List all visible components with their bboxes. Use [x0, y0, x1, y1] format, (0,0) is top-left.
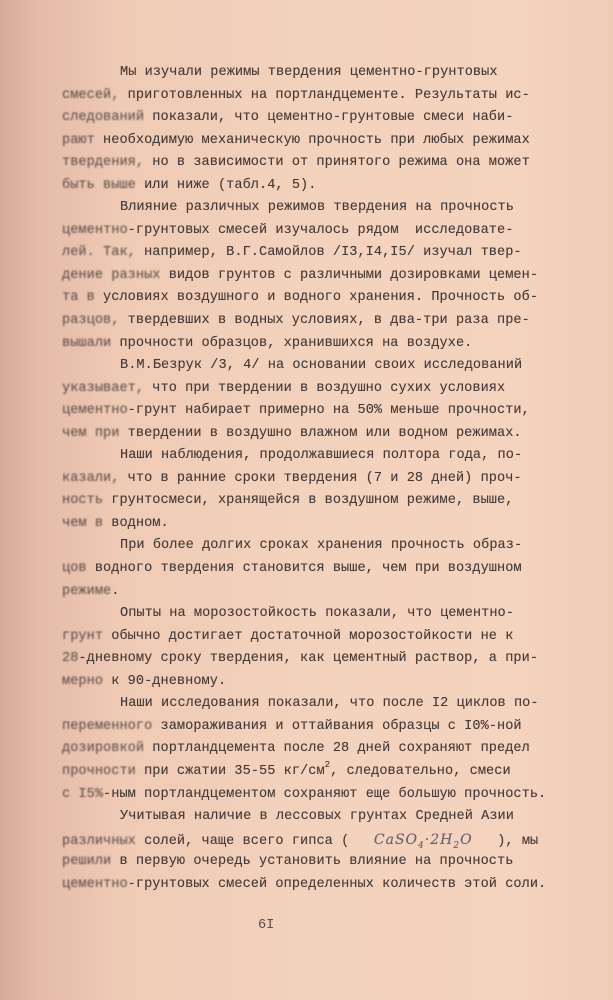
handwritten-formula — [373, 831, 473, 851]
faded-text: с I5% — [62, 786, 104, 802]
line-text: водном. — [103, 515, 169, 531]
line-text: приготовленных на портландцементе. Результаты ис- — [119, 87, 530, 103]
line-text: прочности образцов, хранившихся на воздухе. — [111, 335, 473, 351]
text-line — [62, 513, 552, 536]
formula-part: O — [460, 831, 473, 848]
faded-text: цементно — [62, 876, 128, 892]
faded-text: цементно — [62, 222, 128, 238]
faded-text: цов — [62, 561, 87, 577]
faded-text: быть выше — [62, 177, 136, 193]
text-line — [62, 738, 552, 761]
faded-text: 28 — [62, 651, 79, 667]
line-text: но в зависимости от принятого режима она может — [144, 155, 530, 171]
line-text: грунтосмеси, хранящейся в воздушном режиме, выше, — [103, 493, 514, 509]
faded-text: дозировкой — [62, 741, 145, 757]
text-line — [62, 423, 552, 446]
line-text: что при твердении в воздушно сухих условиях — [144, 380, 506, 396]
faded-text: дение разных — [62, 267, 161, 283]
text-line — [62, 716, 552, 739]
text-line — [62, 400, 552, 423]
line-text: При более долгих сроках хранения прочность образ- — [120, 538, 523, 554]
line-text: твердевших в водных условиях, в два-три раза пре- — [119, 313, 530, 329]
faded-text: решили — [62, 854, 112, 870]
text-line — [62, 648, 552, 671]
line-text: Наши исследования показали, что после I2 циклов по- — [120, 696, 539, 712]
text-line — [62, 761, 552, 784]
text-line — [62, 874, 552, 897]
text-line — [62, 581, 552, 604]
text-line — [62, 62, 552, 85]
superscript: 2 — [324, 760, 331, 771]
text-line — [62, 333, 552, 356]
line-text: Мы изучали режимы твердения цементно-грунтовых — [120, 65, 498, 80]
line-text: замораживания и оттайвания образцы с I0%-ной — [152, 718, 522, 734]
page-number: 6I — [258, 918, 275, 933]
text-line — [62, 310, 552, 333]
formula-part: CaSO — [373, 831, 419, 848]
text-line — [62, 242, 552, 265]
text-line — [62, 535, 552, 558]
text-line — [62, 355, 552, 378]
line-text: ), мы — [472, 833, 539, 849]
text-line — [62, 85, 552, 108]
line-text: -грунт набирает примерно на 50% меньше прочности, — [127, 403, 530, 419]
line-text: твердении в воздушно влажном или водном режимах. — [119, 425, 522, 441]
text-line — [62, 175, 552, 198]
faded-text: казали, — [62, 470, 120, 486]
faded-text: чем в — [62, 515, 104, 531]
text-line — [62, 445, 552, 468]
line-text: условиях воздушного и водного хранения. Прочность об- — [94, 290, 539, 306]
faded-text: та в — [62, 290, 95, 306]
line-text: . — [111, 583, 120, 599]
line-text: обычно достигает достаточной морозостойкости не к — [103, 628, 514, 644]
faded-text: прочности — [62, 763, 136, 779]
line-text: показали, что цементно-грунтовые смеси наби- — [144, 110, 514, 126]
faded-text: лей. Так, — [62, 245, 136, 261]
line-text: Влияние различных режимов твердения на прочность — [120, 200, 514, 216]
text-line — [62, 287, 552, 310]
faded-text: смесей, — [62, 87, 120, 103]
text-line — [62, 107, 552, 130]
text-line — [62, 490, 552, 513]
formula-subscript: 4 — [418, 840, 425, 851]
faded-text: режиме — [62, 583, 112, 599]
text-line — [62, 197, 552, 220]
faded-text: рают — [62, 132, 95, 148]
line-text: что в ранние сроки твердения (7 и 28 дней) проч- — [119, 470, 522, 486]
line-text: , следовательно, смеси — [330, 763, 511, 779]
text-line — [62, 130, 552, 153]
faded-text: следований — [62, 110, 145, 126]
line-text: водного твердения становится выше, чем при воздушном — [86, 561, 522, 577]
line-text: или ниже (табл.4, 5). — [135, 177, 317, 193]
text-line — [62, 378, 552, 401]
text-line — [62, 693, 552, 716]
line-text: видов грунтов с различными дозировками цемен- — [160, 267, 539, 283]
line-text: солей, чаще всего гипса ( — [135, 833, 374, 849]
text-line — [62, 220, 552, 243]
formula-subscript: 2 — [453, 840, 461, 851]
line-text: к 90-дневному. — [103, 673, 227, 689]
line-text: необходимую механическую прочность при любых режимах — [94, 132, 530, 148]
line-text: -дневному сроку твердения, как цементный раствор, а при- — [78, 651, 539, 667]
line-text: Учитывая наличие в лессовых грунтах Средней Азии — [120, 809, 514, 825]
line-text: при сжатии 35-55 кг/см — [135, 763, 325, 779]
text-line — [62, 603, 552, 626]
faded-text: мерно — [62, 673, 104, 689]
faded-text: грунт — [62, 628, 104, 644]
text-line — [62, 558, 552, 581]
line-text: Опыты на морозостойкость показали, что цементно- — [120, 606, 514, 622]
faded-text: указывает, — [62, 380, 145, 396]
text-line — [62, 152, 552, 175]
text-line — [62, 829, 552, 852]
line-text: в первую очередь установить влияние на прочность — [111, 854, 514, 870]
faded-text: разцов, — [62, 313, 120, 329]
line-text: В.М.Безрук /3, 4/ на основании своих исследований — [120, 358, 523, 374]
text-line — [62, 851, 552, 874]
text-line — [62, 806, 552, 829]
faded-text: цементно — [62, 403, 128, 419]
body-text — [62, 62, 552, 896]
line-text: -ным портландцементом сохраняют еще большую прочность. — [103, 786, 547, 802]
faded-text: различных — [62, 833, 136, 849]
faded-text: твердения, — [62, 155, 145, 171]
text-line — [62, 468, 552, 491]
faded-text: чем при — [62, 425, 120, 441]
formula-part: ·2H — [424, 831, 454, 848]
line-text: портландцемента после 28 дней сохраняют предел — [144, 741, 530, 757]
text-line — [62, 626, 552, 649]
line-text: -грунтовых смесей изучалось рядом исследовате- — [127, 222, 514, 238]
faded-text: ность — [62, 493, 104, 509]
line-text: например, В.Г.Самойлов /I3,I4,I5/ изучал твер- — [135, 245, 522, 261]
text-line — [62, 265, 552, 288]
line-text: Наши наблюдения, продолжавшиеся полтора года, по- — [120, 448, 523, 464]
faded-text: переменного — [62, 718, 153, 734]
faded-text: вышали — [62, 335, 112, 351]
line-text: -грунтовых смесей определенных количеств этой соли. — [127, 876, 547, 892]
text-line — [62, 784, 552, 807]
text-line — [62, 671, 552, 694]
